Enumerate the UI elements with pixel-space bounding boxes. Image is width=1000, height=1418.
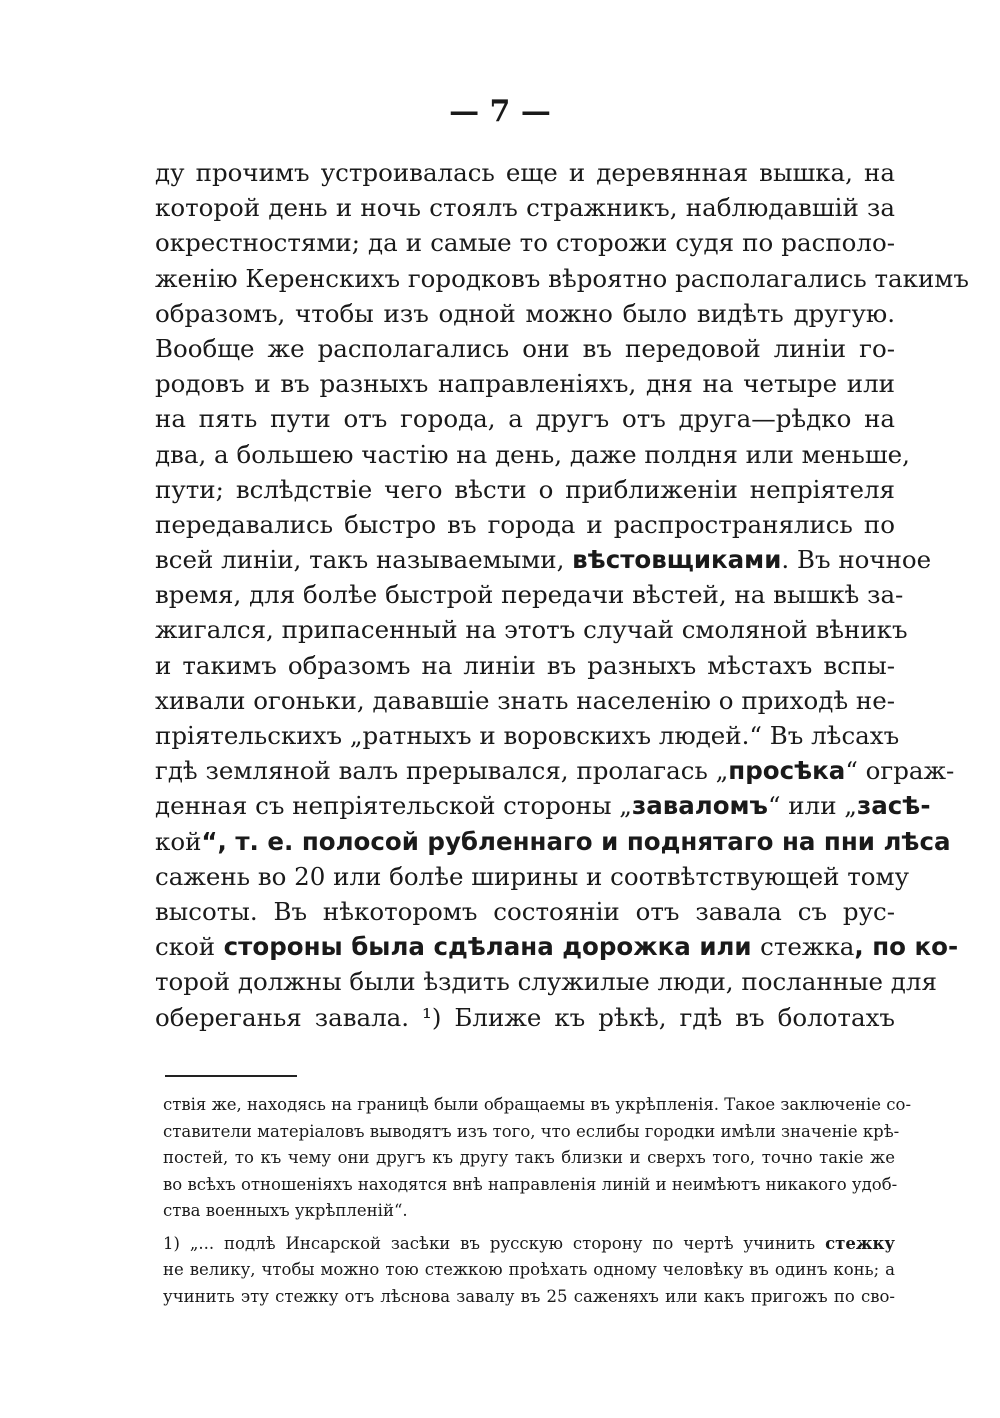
footnote-line [163, 1284, 895, 1311]
text-line [155, 648, 895, 683]
text-segment: пути; вслѣдствіе чего вѣсти о приближеніи непріятеля [155, 474, 895, 504]
text-segment: время, для болѣе быстрой передачи вѣстей, на вышкѣ за- [155, 580, 904, 610]
text-segment: Вообще же располагались они въ передовой линіи го- [155, 333, 895, 363]
footnote-line: ства военныхъ укрѣпленій“. [163, 1201, 408, 1220]
text-segment: “ или „ [767, 791, 858, 821]
text-line [155, 155, 895, 190]
text-segment: образомъ, чтобы изъ одной можно было видѣть другую. [155, 298, 895, 328]
text-line [155, 894, 895, 929]
text-line [155, 964, 937, 999]
footnote-line: ставители матеріаловъ выводятъ изъ того, что еслибы городки имѣли значеніе крѣ- [163, 1121, 900, 1141]
emphasized-term: заваломъ [631, 791, 768, 821]
emphasized-term: “, т. е. полосой рубленнаго и поднятаго на пни лѣса [201, 826, 951, 856]
emphasized-term: просѣка [728, 756, 846, 786]
text-segment: женію Керенскихъ городковъ вѣроятно располагались такимъ [155, 263, 969, 293]
text-line [155, 824, 951, 859]
text-segment: и такимъ образомъ на линіи въ разныхъ мѣстахъ вспы- [155, 650, 895, 680]
text-segment: “ ограж- [845, 756, 955, 786]
text-segment: высоты. Въ нѣкоторомъ состояніи отъ завала съ рус- [155, 896, 895, 926]
text-line [155, 296, 895, 331]
text-segment: жигался, припасенный на этотъ случай смоляной вѣникъ [155, 615, 908, 645]
text-line [155, 472, 895, 507]
emphasized-term: засѣ- [857, 791, 931, 821]
footnotes [163, 1092, 912, 1310]
text-segment: торой должны были ѣздить служилые люди, посланные для [155, 967, 937, 997]
text-line [155, 753, 955, 788]
footnote-line: во всѣхъ отношеніяхъ находятся внѣ направленія линій и неимѣютъ никакого удоб- [163, 1174, 898, 1194]
page-number: — 7 — [449, 94, 551, 129]
text-segment: . Въ ночное [781, 545, 932, 575]
text-segment: сажень во 20 или болѣе ширины и соотвѣтствующей тому [155, 861, 909, 891]
text-segment: денная съ непріятельской стороны „ [155, 791, 632, 821]
text-segment: хивали огоньки, дававшіе знать населенію о приходѣ не- [155, 685, 895, 715]
text-line [155, 261, 969, 296]
text-segment: кой [155, 826, 202, 856]
text-line [155, 1000, 895, 1035]
text-segment: ду прочимъ устроивалась еще и деревянная вышка, на [155, 158, 895, 187]
text-line [155, 718, 900, 753]
text-line [155, 577, 904, 612]
footnote-line [163, 1231, 895, 1258]
text-segment: всей линіи, такъ называемыми, [155, 545, 573, 575]
text-segment: родовъ и въ разныхъ направленіяхъ, дня на четыре или [155, 369, 895, 399]
footnote-separator [165, 1075, 297, 1077]
text-segment: которой день и ночь стоялъ стражникъ, наблюдавшій за [155, 193, 895, 223]
text-segment: 1) „... подлѣ Инсарской засѣки въ русскую сторону по чертѣ учинить [163, 1233, 826, 1253]
text-line [155, 437, 910, 472]
text-line [155, 929, 959, 964]
text-line [155, 190, 895, 225]
text-line [155, 683, 895, 718]
text-segment: ской [155, 932, 216, 962]
emphasized-term: вѣстовщиками [572, 545, 782, 575]
text-line [155, 366, 895, 401]
text-line [155, 507, 895, 542]
text-segment: на пять пути отъ города, а другъ отъ друга—рѣдко на [155, 404, 895, 434]
text-line [155, 225, 895, 260]
text-segment: гдѣ земляной валъ прерывался, пролагась „ [155, 756, 729, 786]
emphasized-term: стежку [825, 1233, 895, 1253]
text-segment: пріятельскихъ „ратныхъ и воровскихъ людей.“ Въ лѣсахъ [155, 721, 900, 750]
text-segment: передавались быстро въ города и распространялись по [155, 509, 895, 539]
text-line [155, 542, 932, 577]
text-line [155, 859, 909, 894]
footnote-line: постей, то къ чему они другъ къ другу такъ близки и сверхъ того, точно такіе же [163, 1148, 895, 1167]
footnote-line: ствія же, находясь на границѣ были обращаемы въ укрѣпленія. Такое заключеніе со- [163, 1095, 912, 1114]
main-text [155, 155, 969, 1035]
text-line [155, 612, 908, 647]
text-segment: два, а большею частію на день, даже полдня или меньше, [155, 439, 910, 469]
emphasized-term: , по ко- [854, 932, 959, 962]
text-segment: не велику, чтобы можно тою стежкою проѣхать одному человѣку въ одинъ конь; а [163, 1260, 895, 1279]
text-line [155, 401, 895, 436]
footnote-line [163, 1257, 895, 1284]
text-segment: обереганья завала. ¹) Ближе къ рѣкѣ, гдѣ въ болотахъ [155, 1002, 895, 1032]
text-segment: окрестностями; да и самые то сторожи судя по располо- [155, 228, 895, 258]
text-line [155, 788, 931, 823]
text-line [155, 331, 895, 366]
text-segment: учинить эту стежку отъ лѣснова завалу въ 25 саженяхъ или какъ пригожъ по сво- [163, 1286, 895, 1306]
text-segment: стежка [760, 932, 855, 962]
emphasized-term: стороны была сдѣлана дорожка или [215, 932, 761, 962]
